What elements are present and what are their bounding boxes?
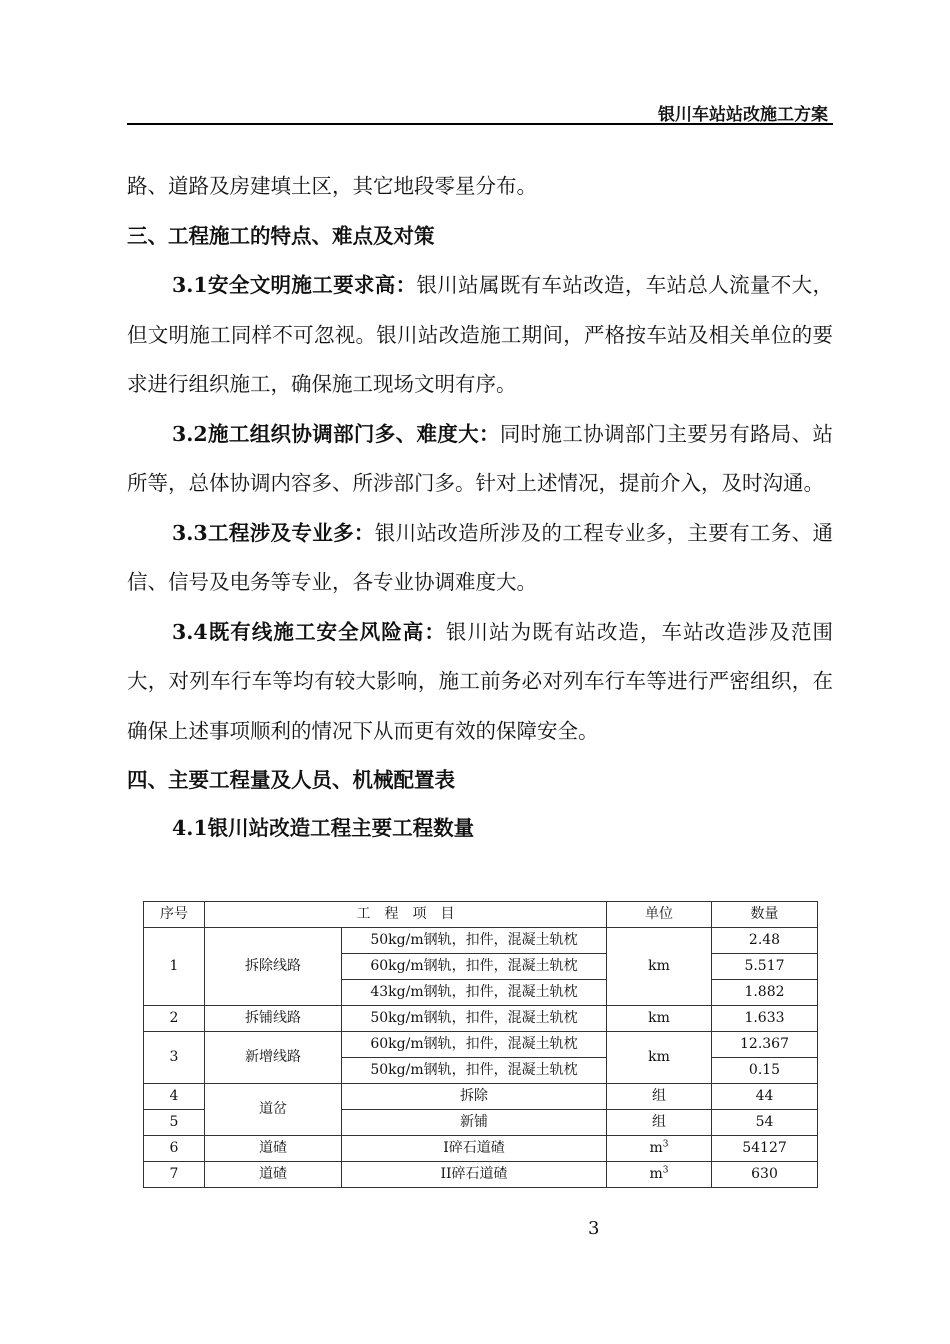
header-divider	[127, 123, 833, 125]
row-detail: 50kg/m钢轨，扣件，混凝土轨枕	[342, 1058, 607, 1084]
row-seq: 4	[144, 1084, 205, 1110]
unit-superscript: 3	[662, 1139, 669, 1150]
row-category: 道碴	[205, 1162, 342, 1188]
intro-line: 路、道路及房建填土区，其它地段零星分布。	[127, 174, 537, 198]
row-quantity: 54127	[712, 1136, 818, 1162]
table-row	[144, 1084, 818, 1110]
row-quantity: 44	[712, 1084, 818, 1110]
row-quantity: 12.367	[712, 1032, 818, 1058]
row-detail: 60kg/m钢轨，扣件，混凝土轨枕	[342, 1032, 607, 1058]
row-quantity: 0.15	[712, 1058, 818, 1084]
header-seq: 序号	[144, 902, 205, 928]
paragraph-3-3-body: 银川站改造所涉及的工程专业多，主要有工务、通信、信号及电务等专业，各专业协调难度大。	[127, 520, 833, 594]
row-detail: 新铺	[342, 1110, 607, 1136]
row-detail: 43kg/m钢轨，扣件，混凝土轨枕	[342, 980, 607, 1006]
table-header-row	[144, 902, 818, 928]
row-detail: I碎石道碴	[342, 1136, 607, 1162]
row-category: 拆铺线路	[205, 1006, 342, 1032]
row-unit: 组	[607, 1110, 712, 1136]
table-row	[144, 1032, 818, 1058]
row-detail: II碎石道碴	[342, 1162, 607, 1188]
header-qty: 数量	[712, 902, 818, 928]
row-unit: 组	[607, 1084, 712, 1110]
paragraph-3-3	[127, 509, 833, 608]
unit-superscript: 3	[662, 1165, 669, 1176]
row-seq: 3	[144, 1032, 205, 1084]
page-number: 3	[588, 1218, 600, 1239]
table-row	[144, 928, 818, 954]
table-row	[144, 1006, 818, 1032]
row-detail: 50kg/m钢轨，扣件，混凝土轨枕	[342, 928, 607, 954]
section-4-heading: 四、主要工程量及人员、机械配置表	[127, 768, 455, 792]
row-seq: 1	[144, 928, 205, 1006]
header-title: 银川车站站改施工方案	[658, 105, 828, 125]
row-unit	[607, 1162, 712, 1188]
row-detail: 60kg/m钢轨，扣件，混凝土轨枕	[342, 954, 607, 980]
row-seq: 6	[144, 1136, 205, 1162]
paragraph-3-2-body: 同时施工协调部门主要另有路局、站所等，总体协调内容多、所涉部门多。针对上述情况，提前介入，及时沟通。	[127, 421, 833, 495]
header-item: 工 程 项 目	[205, 902, 607, 928]
paragraph-3-2-lead: 3.2施工组织协调部门多、难度大：	[172, 421, 500, 446]
document-body	[127, 162, 833, 850]
row-quantity: 1.633	[712, 1006, 818, 1032]
row-unit: km	[607, 1006, 712, 1032]
subsection-4-1-heading: 4.1银川站改造工程主要工程数量	[172, 815, 475, 840]
row-unit: km	[607, 1032, 712, 1084]
paragraph-3-3-lead: 3.3工程涉及专业多：	[172, 520, 375, 545]
row-category: 道岔	[205, 1084, 342, 1136]
row-quantity: 630	[712, 1162, 818, 1188]
paragraph-3-1	[127, 261, 833, 410]
paragraph-3-1-body: 银川站属既有车站改造，车站总人流量不大，但文明施工同样不可忽视。银川站改造施工期间，严格按车站及相关单位的要求进行组织施工，确保施工现场文明有序。	[127, 273, 833, 396]
row-quantity: 5.517	[712, 954, 818, 980]
paragraph-3-4-body: 银川站为既有站改造，车站改造涉及范围大，对列车行车等均有较大影响，施工前务必对列车行车等进行严密组织，在确保上述事项顺利的情况下从而更有效的保障安全。	[127, 619, 833, 743]
table-row	[144, 1136, 818, 1162]
row-quantity: 1.882	[712, 980, 818, 1006]
unit-text: m	[649, 1166, 663, 1182]
row-category: 拆除线路	[205, 928, 342, 1006]
quantity-table	[143, 901, 818, 1188]
paragraph-3-4-lead: 3.4既有线施工安全风险高：	[172, 619, 446, 644]
paragraph-3-2	[127, 410, 833, 509]
row-seq: 2	[144, 1006, 205, 1032]
row-detail: 50kg/m钢轨，扣件，混凝土轨枕	[342, 1006, 607, 1032]
paragraph-3-4	[127, 608, 833, 757]
row-quantity: 2.48	[712, 928, 818, 954]
header-unit: 单位	[607, 902, 712, 928]
table-row	[144, 1162, 818, 1188]
row-category: 新增线路	[205, 1032, 342, 1084]
row-detail: 拆除	[342, 1084, 607, 1110]
unit-text: m	[649, 1140, 663, 1156]
row-unit: km	[607, 928, 712, 1006]
row-seq: 5	[144, 1110, 205, 1136]
row-category: 道碴	[205, 1136, 342, 1162]
row-quantity: 54	[712, 1110, 818, 1136]
paragraph-3-1-lead: 3.1安全文明施工要求高：	[172, 273, 417, 297]
section-3-heading: 三、工程施工的特点、难点及对策	[127, 223, 435, 248]
row-unit	[607, 1136, 712, 1162]
row-seq: 7	[144, 1162, 205, 1188]
